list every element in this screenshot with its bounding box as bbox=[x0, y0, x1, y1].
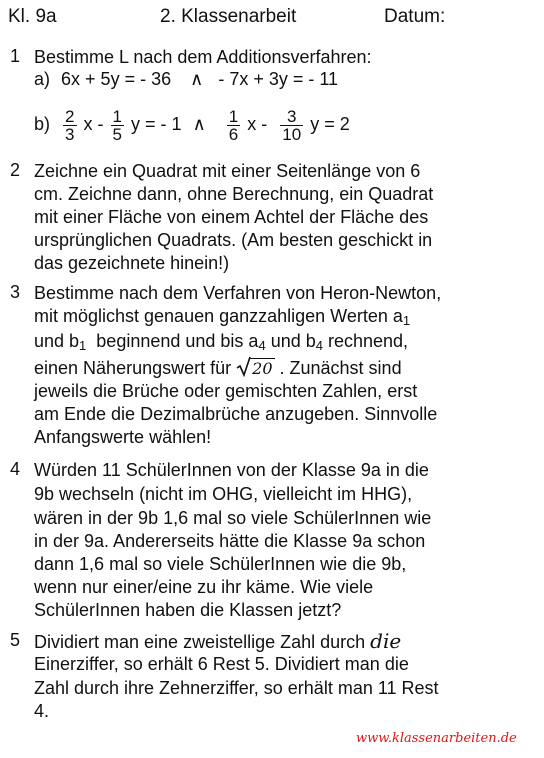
term-x: x - bbox=[83, 114, 104, 134]
term-y: y = 2 bbox=[310, 114, 350, 134]
task-3-line: Bestimme nach dem Verfahren von Heron-Newton, bbox=[34, 283, 442, 303]
task-4-line: wären in der 9b 1,6 mal so viele SchülerInnen wie bbox=[34, 508, 432, 528]
date-label: Datum: bbox=[384, 6, 446, 27]
task-4-line: 9b wechseln (nicht im OHG, vielleicht im HHG), bbox=[34, 484, 413, 504]
fraction-3-10: $\frac{3}{10}$ bbox=[282, 106, 302, 144]
task-3-line: am Ende die Dezimalbrüche anzugeben. Sinnvolle bbox=[34, 404, 438, 424]
task-1b bbox=[34, 104, 350, 144]
task-5-number: 5 bbox=[10, 630, 21, 650]
task-3-line: jeweils die Brüche oder gemischten Zahlen, erst bbox=[34, 381, 418, 401]
term-x: x - bbox=[247, 114, 268, 134]
task-2-number: 2 bbox=[10, 160, 21, 180]
task-5-line: Dividiert man eine zweistellige Zahl durch die bbox=[34, 629, 402, 653]
task-3-line: einen Näherungswert für 20 . Zunächst sind bbox=[34, 358, 402, 378]
term-y: y = - 1 bbox=[131, 114, 182, 134]
square-root-20: 20 bbox=[236, 357, 274, 380]
and-symbol: ∧ bbox=[192, 114, 206, 134]
task-2-line: mit einer Fläche von einem Achtel der Fläche des bbox=[34, 207, 429, 227]
task-4-line: in der 9a. Andererseits hätte die Klasse 9a schon bbox=[34, 531, 426, 551]
task-2-line: Zeichne ein Quadrat mit einer Seitenlänge von 6 bbox=[34, 161, 421, 181]
task-3-number: 3 bbox=[10, 282, 21, 302]
task-1b-label: b) bbox=[34, 114, 51, 134]
and-symbol: ∧ bbox=[190, 69, 204, 89]
task-5-line: Einerziffer, so erhält 6 Rest 5. Dividiert man die bbox=[34, 654, 409, 674]
task-5-line: Zahl durch ihre Zehnerziffer, so erhält man 11 Rest bbox=[34, 678, 439, 698]
task-4-number: 4 bbox=[10, 459, 21, 479]
handwritten-word: die bbox=[370, 629, 402, 653]
task-2-line: ursprünglichen Quadrats. (Am besten geschickt in bbox=[34, 230, 433, 250]
task-1-intro: Bestimme L nach dem Additionsverfahren: bbox=[34, 47, 372, 67]
task-4-line: Würden 11 SchülerInnen von der Klasse 9a in die bbox=[34, 460, 429, 480]
class-label: Kl. 9a bbox=[8, 6, 57, 27]
task-4-line: dann 1,6 mal so viele SchülerInnen wie die 9b, bbox=[34, 554, 407, 574]
task-5-line: 4. bbox=[34, 701, 50, 721]
task-3-line: und $b_1$ beginnend und bis $a_4$ und $b_4$ rechnend, bbox=[34, 331, 409, 353]
task-1a-eq2: - 7x + 3y = - 11 bbox=[218, 69, 339, 89]
task-1-number: 1 bbox=[10, 46, 21, 66]
fraction-2-3: $\frac{2}{3}$ bbox=[65, 106, 75, 144]
task-2-line: das gezeichnete hinein!) bbox=[34, 253, 230, 273]
fraction-1-5: $\frac{1}{5}$ bbox=[112, 106, 122, 144]
website-link[interactable]: www.klassenarbeiten.de bbox=[356, 731, 517, 746]
exam-title: 2. Klassenarbeit bbox=[160, 6, 297, 27]
task-1a-label: a) bbox=[34, 69, 51, 89]
task-4-line: SchülerInnen haben die Klassen jetzt? bbox=[34, 600, 342, 620]
task-4-line: wenn nur einer/eine zu ihr käme. Wie viele bbox=[34, 577, 374, 597]
task-3-line: mit möglichst genauen ganzzahligen Werten $a_1$ bbox=[34, 306, 411, 328]
task-2-line: cm. Zeichne dann, ohne Berechnung, ein Quadrat bbox=[34, 184, 434, 204]
fraction-1-6: $\frac{1}{6}$ bbox=[228, 106, 239, 144]
task-1a bbox=[34, 68, 338, 90]
task-3-line: Anfangswerte wählen! bbox=[34, 427, 212, 447]
task-1a-eq1: 6x + 5y = - 36 bbox=[61, 69, 172, 89]
